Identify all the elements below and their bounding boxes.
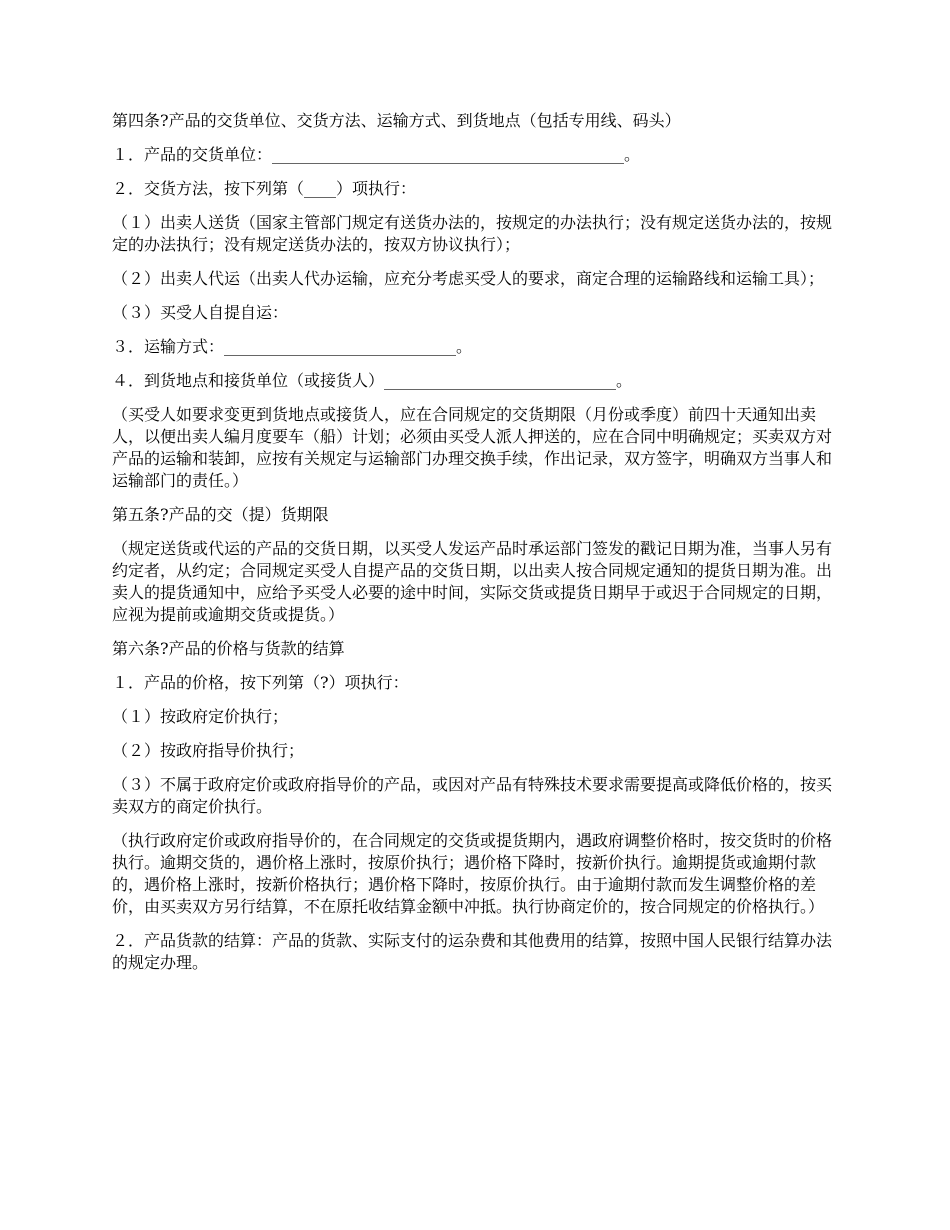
- article-6-heading: 第六条?产品的价格与货款的结算: [112, 639, 345, 658]
- price-clause: １．产品的价格，按下列第（?）项执行：: [112, 673, 409, 692]
- delivery-date-note: （规定送货或代运的产品的交货日期，以买受人发运产品时承运部门签发的戳记日期为准，当事人另有约定者，从约定；合同规定买受人自提产品的交货日期，以出卖人按合同规定通知的提货日期为准。出卖人的提货通知中，应给予买受人必要的途中时间，实际交货或提货日期早于或迟于合同规定的日期，应视为提前或逾期交货或提货。）: [112, 539, 833, 624]
- destination-clause: ４．到货地点和接货单位（或接货人）_____________________________。: [112, 371, 633, 390]
- transport-mode-clause: ３．运输方式：_____________________________。: [112, 337, 473, 356]
- article-4-heading: 第四条?产品的交货单位、交货方法、运输方式、到货地点（包括专用线、码头）: [112, 111, 681, 130]
- government-guided-price-item: （２）按政府指导价执行；: [112, 741, 305, 760]
- delivery-unit-clause: １．产品的交货单位：____________________________________________。: [112, 145, 641, 164]
- destination-change-note: （买受人如要求变更到货地点或接货人，应在合同规定的交货期限（月份或季度）前四十天通知出卖人，以便出卖人编月度要车（船）计划；必须由买受人派人押送的，应在合同中明确规定；买卖双方对产品的运输和装卸，应按有关规定与运输部门办理交换手续，作出记录，双方签字，明确双方当事人和运输部门的责任。）: [112, 405, 833, 490]
- delivery-method-clause: ２．交货方法，按下列第（____）项执行：: [112, 179, 417, 198]
- government-price-item: （１）按政府定价执行；: [112, 707, 289, 726]
- document-body: [112, 110, 840, 986]
- article-5-heading: 第五条?产品的交（提）货期限: [112, 505, 329, 524]
- price-adjustment-note: （执行政府定价或政府指导价的，在合同规定的交货或提货期内，遇政府调整价格时，按交货时的价格执行。逾期交货的，遇价格上涨时，按原价执行；遇价格下降时，按新价执行。逾期提货或逾期付款的，遇价格上涨时，按新价格执行；遇价格下降时，按原价执行。由于逾期付款而发生调整价格的差价，由买卖双方另行结算，不在原托收结算金额中冲抵。执行协商定价的，按合同规定的价格执行。）: [112, 831, 833, 916]
- buyer-pickup-item: （３）买受人自提自运：: [112, 303, 289, 322]
- seller-delivery-item: （１）出卖人送货（国家主管部门规定有送货办法的，按规定的办法执行；没有规定送货办法的，按规定的办法执行；没有规定送货办法的，按双方协议执行）；: [112, 213, 833, 254]
- payment-settlement-clause: ２．产品货款的结算：产品的货款、实际支付的运杂费和其他费用的结算，按照中国人民银行结算办法的规定办理。: [112, 931, 833, 972]
- seller-shipping-item: （２）出卖人代运（出卖人代办运输，应充分考虑买受人的要求，商定合理的运输路线和运输工具）；: [112, 269, 825, 288]
- negotiated-price-item: （３）不属于政府定价或政府指导价的产品，或因对产品有特殊技术要求需要提高或降低价格的，按买卖双方的商定价执行。: [112, 775, 833, 816]
